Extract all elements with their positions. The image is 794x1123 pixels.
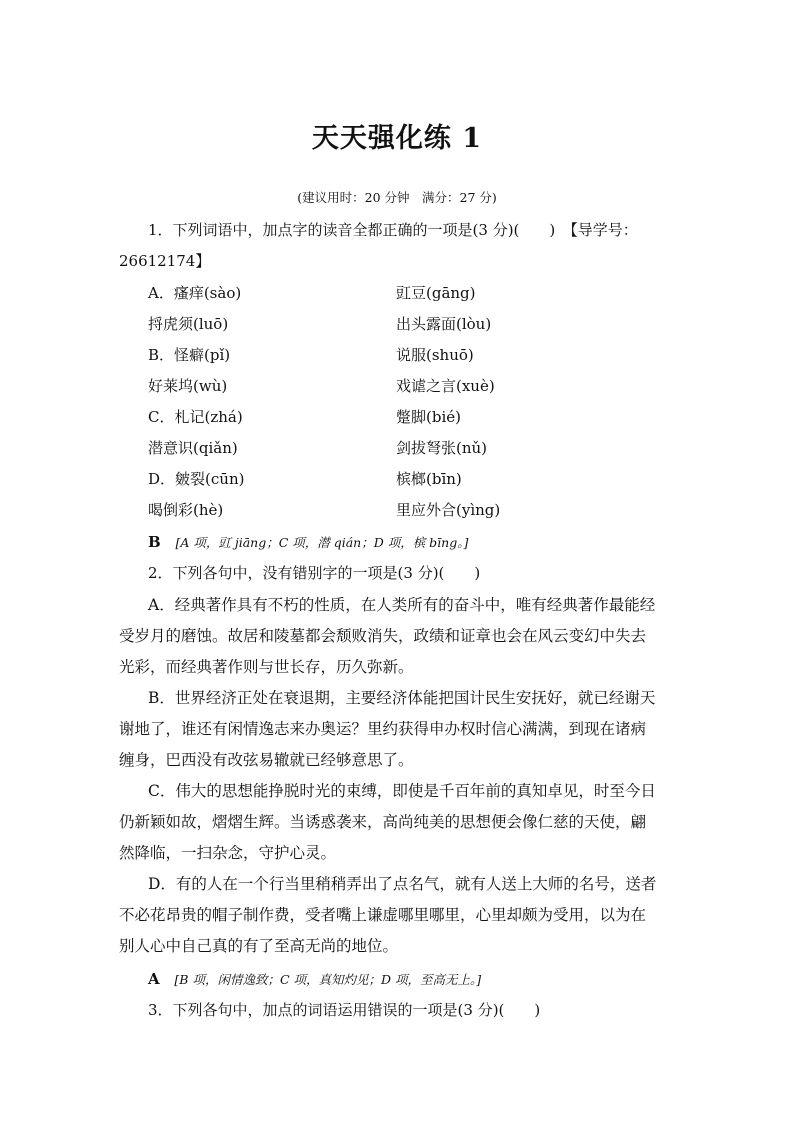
q1-option-left: 捋虎须(luō) xyxy=(148,315,229,333)
q1-code: 26612174】 xyxy=(119,252,211,270)
q2-answer xyxy=(148,969,481,990)
q1-answer-letter: B xyxy=(148,533,161,551)
q1-option-left: 好莱坞(wù) xyxy=(148,377,228,395)
q2-stem: 2．下列各句中，没有错别字的一项是(3 分)( ) xyxy=(148,564,481,582)
suggested-time-note: (建议用时：20 分钟 满分：27 分) xyxy=(297,190,497,205)
page-title: 天天强化练 1 xyxy=(311,123,483,154)
q1-option-left: B．怪癖(pǐ) xyxy=(148,346,231,364)
q1-option-right: 出头露面(lòu) xyxy=(396,315,492,333)
q1-option-left: 喝倒彩(hè) xyxy=(148,501,224,519)
q1-option-right: 说服(shuō) xyxy=(396,346,474,364)
q1-option-left: C．札记(zhá) xyxy=(148,408,243,426)
q2-answer-letter: A xyxy=(148,970,160,988)
q2-option-c: C．伟大的思想能挣脱时光的束缚，即使是千百年前的真知卓见，时至今日仍新颖如故，熠熠生辉。当诱惑袭来，高尚纯美的思想便会像仁慈的天使，翩然降临，一扫杂念，守护心灵。 xyxy=(119,782,656,862)
q2-option-a: A．经典著作具有不朽的性质，在人类所有的奋斗中，唯有经典著作最能经受岁月的磨蚀。故居和陵墓都会颓败消失，政绩和证章也会在风云变幻中失去光彩，而经典著作则与世长存，历久弥新。 xyxy=(119,596,656,676)
q2-option-d: D．有的人在一个行当里稍稍弄出了点名气，就有人送上大师的名号，送者不必花昂贵的帽子制作费，受者嘴上谦虚哪里哪里，心里却颇为受用，以为在别人心中自己真的有了至高无尚的地位。 xyxy=(119,875,657,955)
q1-option-right: 戏谑之言(xuè) xyxy=(396,377,495,395)
q1-answer-explanation: [A 项，豇 jiāng；C 项，潜 qián；D 项，槟 bīng。] xyxy=(175,535,469,550)
q2-answer-explanation: [B 项，闲情逸致；C 项，真知灼见；D 项，至高无上。] xyxy=(174,972,482,987)
q1-option-right: 里应外合(yìng) xyxy=(396,501,501,519)
q1-option-right: 豇豆(gāng) xyxy=(396,284,476,302)
q2-option-b: B．世界经济正处在衰退期，主要经济体能把国计民生安抚好，就已经谢天谢地了，谁还有闲情逸志来办奥运？里约获得申办权时信心满满，到现在诸病缠身，巴西没有改弦易辙就已经够意思了。 xyxy=(119,689,656,769)
q1-stem: 1．下列词语中，加点字的读音全都正确的一项是(3 分)( ) 【导学号： xyxy=(148,221,638,239)
q1-option-left: A．瘙痒(sào) xyxy=(148,284,242,302)
q1-option-right: 槟榔(bīn) xyxy=(396,470,462,488)
q1-option-right: 蹩脚(bié) xyxy=(396,408,461,426)
q1-option-left: 潜意识(qiǎn) xyxy=(148,439,238,457)
q1-option-right: 剑拔弩张(nǔ) xyxy=(396,439,488,457)
q1-option-left: D．皴裂(cūn) xyxy=(148,470,245,488)
q1-answer xyxy=(148,532,468,553)
q3-stem: 3．下列各句中，加点的词语运用错误的一项是(3 分)( ) xyxy=(148,1001,541,1019)
